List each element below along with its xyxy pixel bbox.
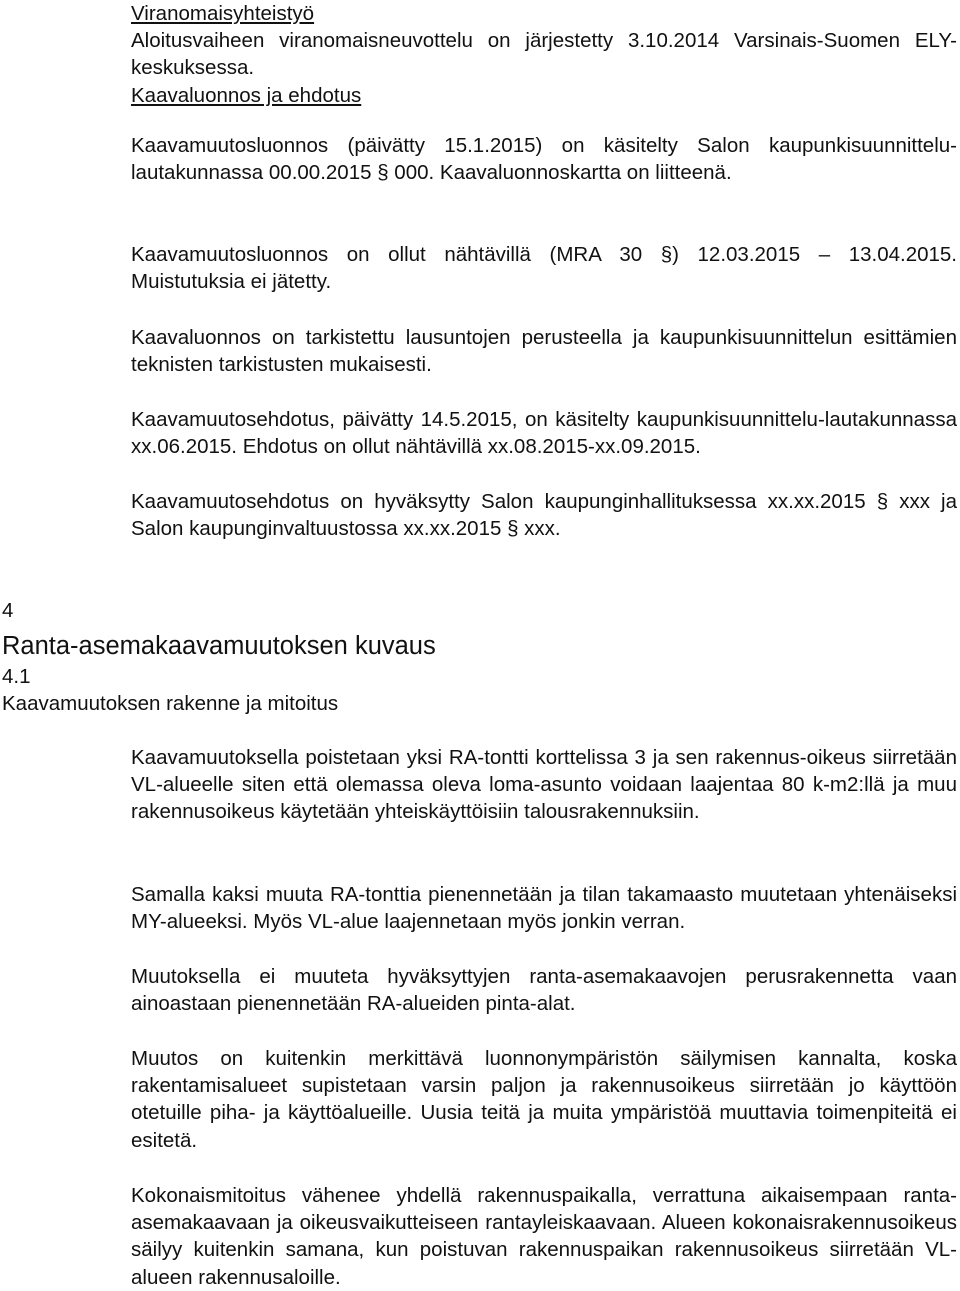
section-title: Ranta-asemakaavamuutoksen kuvaus	[2, 632, 436, 660]
subsection-number: 4.1	[2, 665, 31, 688]
approval-paragraph-block	[131, 488, 957, 542]
heading-authority-cooperation: Viranomaisyhteistyö	[131, 2, 315, 25]
proposal-paragraph-block	[131, 406, 957, 460]
structure-paragraph-1-block	[131, 744, 957, 826]
structure-paragraph-3-block	[131, 963, 957, 1017]
section-number: 4	[2, 599, 14, 622]
structure-paragraph-5: Kokonaismitoitus vähenee yhdellä rakennuspaikalla, verrattuna aikaisempaan ranta-asemakaavaan ja oikeusvaikutteiseen rantayleiskaavaan. Alueen kokonaisrakennusoikeus säilyy kuitenkin samana, kun poistuvan rakennuspaikan rakennusoikeus siirretään VL-alueen rakennusaloille.	[131, 1184, 957, 1289]
proposal-paragraph: Kaavamuutosehdotus, päivätty 14.5.2015, on käsitelty kaupunkisuunnittelu-lautakunnassa xx.06.2015. Ehdotus on ollut nähtävillä xx.08.2015-xx.09.2015.	[131, 408, 957, 459]
heading-draft-and-proposal: Kaavaluonnos ja ehdotus	[131, 83, 362, 107]
draft-paragraph-2: Kaavamuutosluonnos on ollut nähtävillä (MRA 30 §) 12.03.2015 – 13.04.2015. Muistutuksia ei jätetty.	[131, 243, 957, 294]
structure-paragraph-3: Muutoksella ei muuteta hyväksyttyjen ranta-asemakaavojen perusrakennetta vaan ainoastaan pienennetään RA-alueiden pinta-alat.	[131, 965, 957, 1016]
draft-paragraph-3-block	[131, 324, 957, 378]
structure-paragraph-2: Samalla kaksi muuta RA-tonttia pienennetään ja tilan takamaasto muutetaan yhtenäiseksi MY-alueeksi. Myös VL-alue laajennetaan myös jonkin verran.	[131, 883, 957, 934]
structure-paragraph-5-block	[131, 1182, 957, 1291]
draft-paragraph-2-block	[131, 241, 957, 295]
approval-paragraph: Kaavamuutosehdotus on hyväksytty Salon kaupunginhallituksessa xx.xx.2015 § xxx ja Salon kaupunginvaltuustossa xx.xx.2015 § xxx.	[131, 490, 957, 541]
structure-paragraph-4: Muutos on kuitenkin merkittävä luonnonympäristön säilymisen kannalta, koska rakentamisalueet supistetaan varsin paljon ja rakennusoikeus siirretään jo käyttöön otetuille piha- ja käyttöalueille. Uusia teitä ja muita ympäristöä muuttavia toimenpiteitä ei esitetä.	[131, 1047, 957, 1152]
authority-block	[131, 0, 957, 109]
structure-paragraph-4-block	[131, 1045, 957, 1154]
draft-paragraph-3: Kaavaluonnos on tarkistettu lausuntojen perusteella ja kaupunkisuunnittelun esittämien teknisten tarkistusten mukaisesti.	[131, 326, 957, 377]
draft-paragraph-1-block	[131, 132, 957, 186]
authority-paragraph: Aloitusvaiheen viranomaisneuvottelu on järjestetty 3.10.2014 Varsinais-Suomen ELY-keskuksessa.	[131, 29, 957, 80]
draft-paragraph-1: Kaavamuutosluonnos (päivätty 15.1.2015) on käsitelty Salon kaupunkisuunnittelu-lautakunnassa 00.00.2015 § 000. Kaavaluonnoskartta on liitteenä.	[131, 134, 957, 185]
subsection-title: Kaavamuutoksen rakenne ja mitoitus	[2, 692, 339, 715]
structure-paragraph-2-block	[131, 881, 957, 935]
structure-paragraph-1: Kaavamuutoksella poistetaan yksi RA-tontti korttelissa 3 ja sen rakennus-oikeus siirretään VL-alueelle siten että olemassa oleva loma-asunto voidaan laajentaa 80 k-m2:llä ja muu rakennusoikeus käytetään yhteiskäyttöisiin talousrakennuksiin.	[131, 746, 957, 824]
